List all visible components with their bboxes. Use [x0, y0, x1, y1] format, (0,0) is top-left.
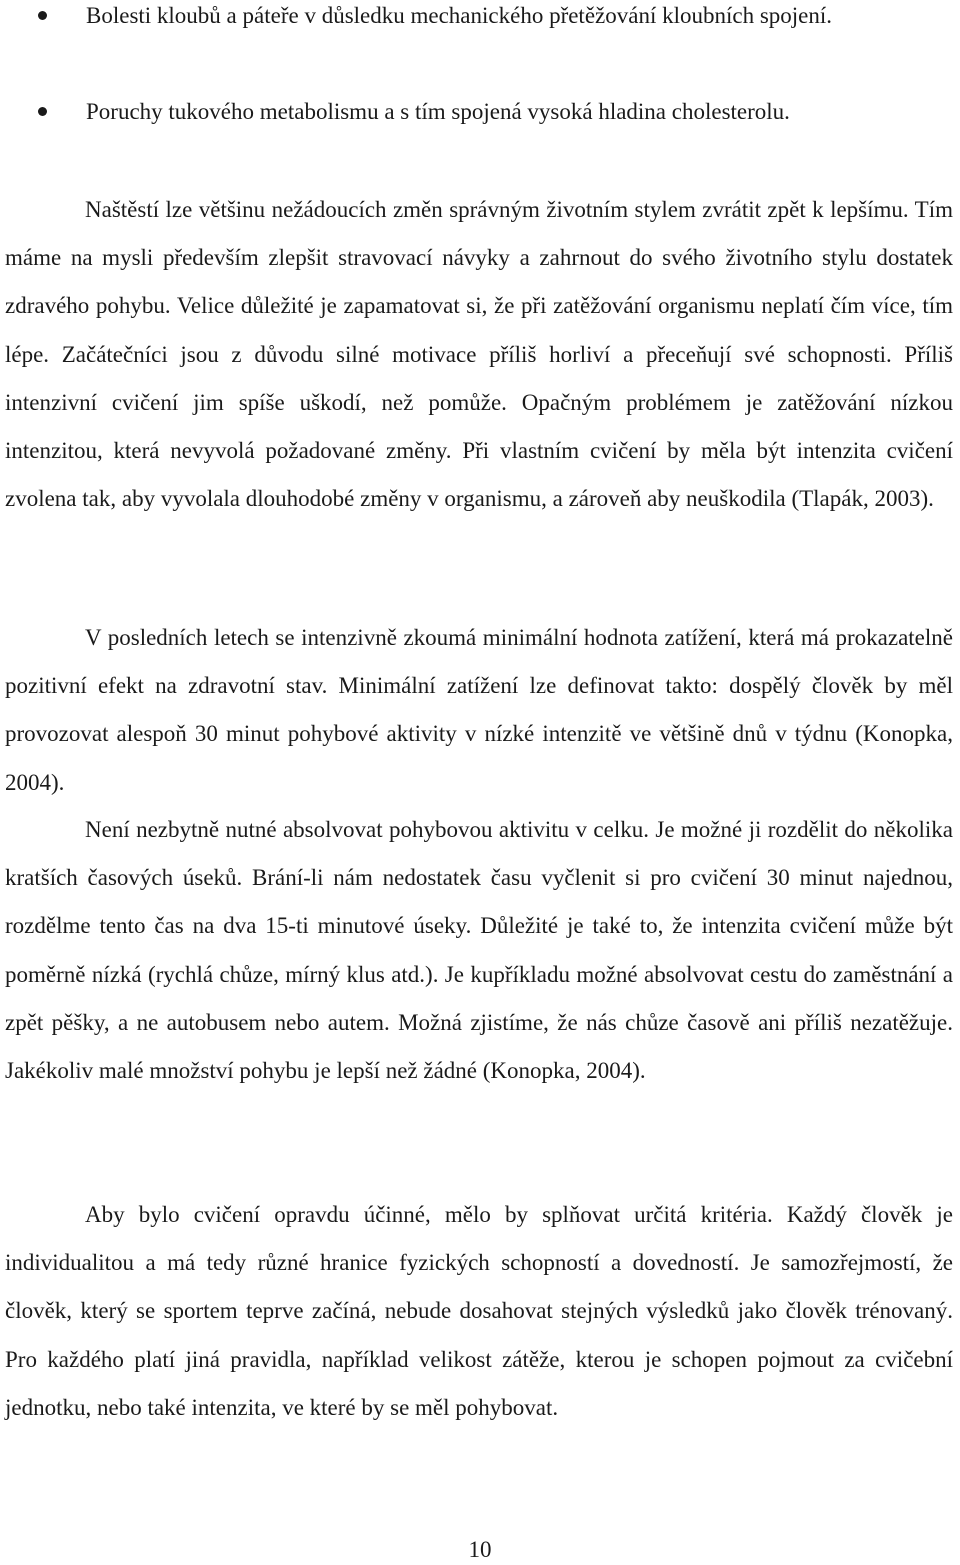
bullet-item-fat-metabolism — [0, 88, 960, 136]
bullet-text: Bolesti kloubů a páteře v důsledku mechanického přetěžování kloubních spojení. — [86, 3, 833, 28]
paragraph-minimal-load: V posledních letech se intenzivně zkoumá minimální hodnota zatížení, která má prokazatelně pozitivní efekt na zdravotní stav. Minimální zatížení lze definovat takto: dospělý člověk by měl provozovat alespoň 30 minut pohybové aktivity v nízké intenzitě ve většině dnů v týdnu (Konopka, 2004). — [5, 625, 953, 795]
paragraph-criteria: Aby bylo cvičení opravdu účinné, mělo by splňovat určitá kritéria. Každý člověk je individualitou a má tedy různé hranice fyzických schopností a dovedností. Je samozřejmostí, že člověk, který se sportem teprve začíná, nebude dosahovat stejných výsledků jako člověk trénovaný. Pro každého platí jiná pravidla, například velikost zátěže, kterou je schopen pojmout za cvičební jednotku, nebo také intenzita, ve které by se měl pohybovat. — [5, 1202, 953, 1420]
bullet-text: Poruchy tukového metabolismu a s tím spojená vysoká hladina cholesterolu. — [86, 99, 790, 124]
page-number: 10 — [468, 1537, 492, 1562]
bullet-dot-icon — [38, 107, 47, 116]
paragraph-split-activity: Není nezbytně nutné absolvovat pohybovou aktivitu v celku. Je možné ji rozdělit do několika kratších časových úseků. Brání-li nám nedostatek času vyčlenit si pro cvičení 30 minut najednou, rozdělme tento čas na dva 15-ti minutové úseky. Důležité je také to, že intenzita cvičení může být poměrně nízká (rychlá chůze, mírný klus atd.). Je kupříkladu možné absolvovat cestu do zaměstnání a zpět pěšky, a ne autobusem nebo autem. Možná zjistíme, že nás chůze časově ani příliš nezatěžuje. Jakékoliv malé množství pohybu je lepší než žádné (Konopka, 2004). — [5, 817, 953, 1084]
bullet-item-joint-pain — [0, 0, 960, 40]
bullet-dot-icon — [38, 11, 47, 20]
paragraph-lifestyle: Naštěstí lze většinu nežádoucích změn správným životním stylem zvrátit zpět k lepšímu. Tím máme na mysli především zlepšit stravovací návyky a zahrnout do svého životního stylu dostatek zdravého pohybu. Velice důležité je zapamatovat si, že při zatěžování organismu neplatí čím více, tím lépe. Začátečníci jsou z důvodu silné motivace příliš horliví a přeceňují své schopnosti. Příliš intenzivní cvičení jim spíše uškodí, než pomůže. Opačným problémem je zatěžování nízkou intenzitou, která nevyvolá požadované změny. Při vlastním cvičení by měla být intenzita cvičení zvolena tak, aby vyvolala dlouhodobé změny v organismu, a zároveň aby neuškodila (Tlapák, 2003). — [5, 197, 953, 512]
